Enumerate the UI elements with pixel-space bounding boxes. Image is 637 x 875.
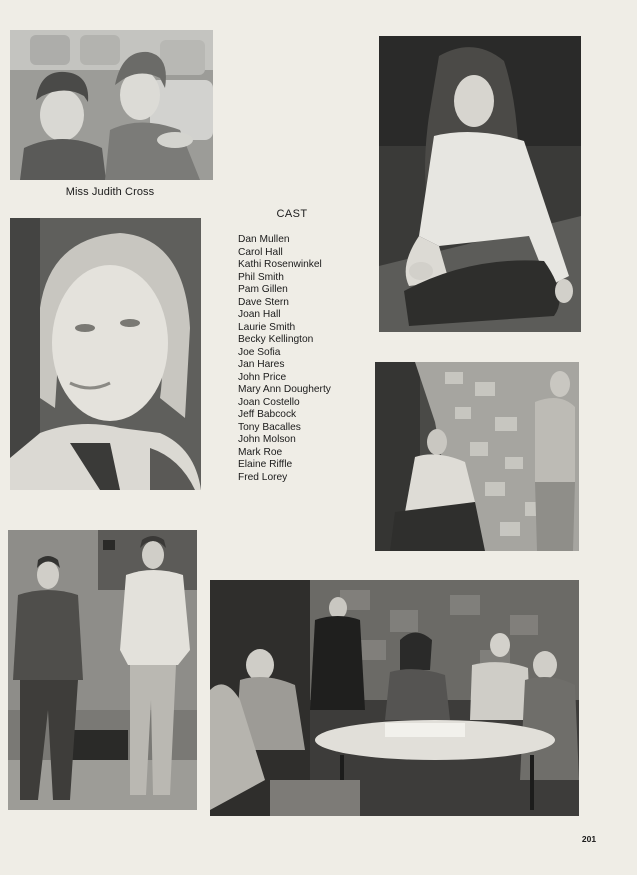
cast-member: Jeff Babcock — [238, 409, 297, 420]
page-number: 201 — [581, 834, 597, 844]
cast-member: Tony Bacalles — [238, 421, 301, 433]
cast-member: Mary Ann Dougherty — [238, 384, 331, 395]
cast-member: Dave Stern — [238, 296, 289, 308]
cast-member: Joan Hall — [238, 309, 281, 320]
cast-member: Carol Hall — [238, 246, 283, 258]
cast-member: Mark Roe — [238, 446, 283, 458]
photo-girl-on-stage — [379, 36, 581, 332]
cast-member: Joe Sofia — [238, 346, 281, 358]
cast-member: Elaine Riffle — [238, 459, 293, 470]
photo-caption: Miss Judith Cross — [65, 186, 155, 198]
cast-member: Pam Gillen — [238, 284, 288, 295]
cast-member: Laurie Smith — [238, 321, 296, 333]
cast-member: Becky Kellington — [238, 334, 314, 345]
cast-member: Joan Costello — [238, 396, 300, 408]
cast-member: Jan Hares — [238, 359, 285, 370]
cast-heading: CAST — [276, 208, 308, 220]
photo-two-young-men — [8, 530, 197, 810]
cast-member: John Price — [238, 371, 287, 383]
photo-theater-seats — [10, 30, 213, 180]
cast-member: John Molson — [238, 434, 296, 445]
cast-member: Fred Lorey — [238, 471, 288, 483]
photo-stage-scene — [375, 362, 579, 551]
cast-list — [238, 234, 331, 484]
cast-member: Dan Mullen — [238, 234, 290, 245]
photo-girl-portrait — [10, 218, 201, 490]
photo-group-table — [210, 580, 579, 816]
cast-member: Kathi Rosenwinkel — [238, 259, 322, 270]
cast-member: Phil Smith — [238, 271, 284, 283]
